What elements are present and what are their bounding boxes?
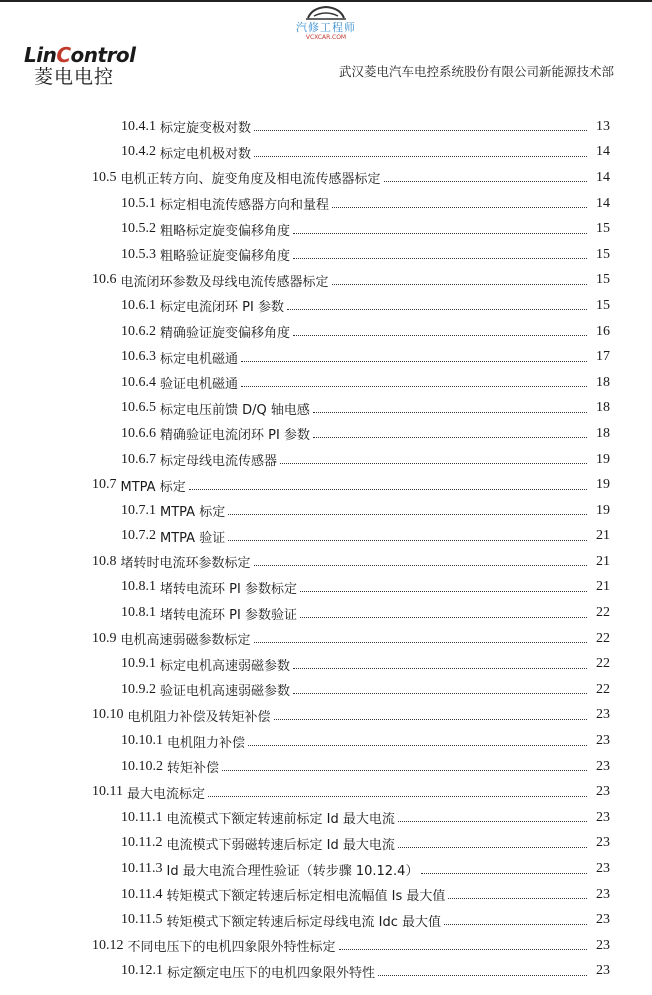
- toc-section-number: 10.6.1: [121, 297, 156, 313]
- toc-page-number: 23: [596, 733, 610, 749]
- toc-title: 精确验证旋变偏移角度: [160, 326, 291, 342]
- toc-leader-dots: [254, 565, 587, 566]
- toc-section-number: 10.5: [92, 169, 117, 185]
- toc-section-number: 10.9.2: [121, 681, 156, 697]
- company-logo: [24, 44, 154, 88]
- toc-entry[interactable]: [0, 498, 652, 524]
- toc-page-number: 21: [596, 553, 610, 569]
- toc-page-number: 22: [596, 656, 610, 672]
- toc-page-number: 18: [596, 400, 610, 416]
- toc-page-number: 14: [596, 144, 610, 160]
- toc-leader-dots: [228, 514, 587, 515]
- toc-title: MTPA 验证: [160, 530, 226, 546]
- toc-page-number: 23: [596, 758, 610, 774]
- toc-section-number: 10.5.2: [121, 221, 156, 237]
- toc-entry[interactable]: [0, 191, 652, 217]
- toc-title: 精确验证电流闭环 PI 参数: [160, 428, 310, 444]
- toc-leader-dots: [293, 258, 587, 259]
- toc-leader-dots: [274, 719, 587, 720]
- toc-page-number: 23: [596, 809, 610, 825]
- toc-section-number: 10.6.5: [121, 400, 156, 416]
- toc-entry[interactable]: [0, 703, 652, 729]
- toc-title: 标定母线电流传感器: [160, 454, 278, 470]
- header-rule: [0, 0, 652, 2]
- toc-leader-dots: [398, 821, 587, 822]
- toc-title: 标定电流闭环 PI 参数: [160, 300, 284, 316]
- toc-leader-dots: [189, 489, 587, 490]
- watermark-cn: 汽修工程师: [296, 21, 356, 34]
- toc-page-number: 22: [596, 605, 610, 621]
- toc-section-number: 10.11.5: [121, 912, 163, 928]
- toc-page-number: 23: [596, 937, 610, 953]
- logo-en: [24, 44, 154, 66]
- toc-leader-dots: [208, 796, 587, 797]
- toc-title: Id 最大电流合理性验证（转步骤 10.12.4）: [166, 863, 419, 879]
- toc-section-number: 10.11.3: [121, 861, 163, 877]
- toc-section-number: 10.5.1: [121, 195, 156, 211]
- toc-entry[interactable]: [0, 370, 652, 396]
- toc-title: 电机高速弱磁参数标定: [120, 633, 251, 649]
- toc-page-number: 23: [596, 861, 610, 877]
- toc-leader-dots: [332, 284, 587, 285]
- toc-leader-dots: [293, 233, 587, 234]
- toc-page-number: 22: [596, 630, 610, 646]
- toc-page-number: 23: [596, 912, 610, 928]
- toc-entry[interactable]: [0, 600, 652, 626]
- toc-entry[interactable]: [0, 293, 652, 319]
- toc-title: 堵转时电流环参数标定: [120, 556, 251, 572]
- toc-entry[interactable]: [0, 242, 652, 268]
- toc-title: 电流闭环参数及母线电流传感器标定: [120, 274, 329, 290]
- toc-section-number: 10.6.4: [121, 374, 156, 390]
- toc-entry[interactable]: [0, 140, 652, 166]
- toc-section-number: 10.12.1: [121, 963, 163, 979]
- logo-en-c: C: [56, 43, 71, 67]
- toc-leader-dots: [421, 873, 587, 874]
- toc-title: 转矩模式下额定转速后标定母线电流 Idc 最大值: [166, 914, 441, 930]
- toc-leader-dots: [241, 361, 587, 362]
- toc-page-number: 18: [596, 374, 610, 390]
- toc-page-number: 23: [596, 963, 610, 979]
- toc-page-number: 23: [596, 886, 610, 902]
- toc-leader-dots: [444, 924, 587, 925]
- toc-section-number: 10.4.1: [121, 118, 156, 134]
- toc-entry[interactable]: [0, 728, 652, 754]
- toc-entry[interactable]: [0, 677, 652, 703]
- watermark-en: VCXCAR.COM: [305, 34, 347, 41]
- toc-title: 验证电机磁通: [160, 377, 239, 393]
- toc-page-number: 15: [596, 272, 610, 288]
- toc-entry[interactable]: [0, 268, 652, 294]
- toc-entry[interactable]: [0, 651, 652, 677]
- toc-page-number: 19: [596, 502, 610, 518]
- toc-page-number: 15: [596, 297, 610, 313]
- toc-leader-dots: [293, 693, 587, 694]
- toc-section-number: 10.5.3: [121, 246, 156, 262]
- toc-leader-dots: [332, 207, 587, 208]
- logo-en-suffix: ontrol: [70, 43, 136, 67]
- toc-leader-dots: [222, 770, 587, 771]
- toc-page-number: 15: [596, 221, 610, 237]
- toc-section-number: 10.11.1: [121, 809, 163, 825]
- logo-en-prefix: Lin: [24, 43, 57, 67]
- toc-entry[interactable]: [0, 447, 652, 473]
- toc-page-number: 18: [596, 425, 610, 441]
- toc-title: 验证电机高速弱磁参数: [160, 684, 291, 700]
- toc-page-number: 23: [596, 835, 610, 851]
- toc-title: 电流模式下额定转速前标定 Id 最大电流: [166, 812, 395, 828]
- toc-entry[interactable]: [0, 959, 652, 985]
- toc-leader-dots: [313, 437, 587, 438]
- toc-entry[interactable]: [0, 472, 652, 498]
- toc-title: 转矩补偿: [167, 761, 220, 777]
- toc-section-number: 10.10: [92, 707, 124, 723]
- toc-entry[interactable]: [0, 165, 652, 191]
- toc-leader-dots: [448, 898, 587, 899]
- toc-title: 粗略验证旋变偏移角度: [160, 249, 291, 265]
- toc-title: 转矩模式下额定转速后标定相电流幅值 Is 最大值: [166, 889, 446, 905]
- toc-entry[interactable]: [0, 626, 652, 652]
- toc-leader-dots: [241, 386, 587, 387]
- toc-section-number: 10.9: [92, 630, 117, 646]
- toc-leader-dots: [300, 591, 587, 592]
- toc-section-number: 10.8.1: [121, 579, 156, 595]
- toc-section-number: 10.10.2: [121, 758, 163, 774]
- toc-title: 标定旋变极对数: [160, 121, 252, 137]
- toc-page-number: 22: [596, 681, 610, 697]
- toc-leader-dots: [378, 975, 587, 976]
- toc-page-number: 16: [596, 323, 610, 339]
- toc-page-number: 14: [596, 195, 610, 211]
- toc-leader-dots: [384, 181, 587, 182]
- toc-leader-dots: [280, 463, 587, 464]
- toc-entry[interactable]: [0, 856, 652, 882]
- logo-cn: 菱电电控: [34, 66, 115, 88]
- toc-section-number: 10.9.1: [121, 656, 156, 672]
- toc-page-number: 19: [596, 477, 610, 493]
- watermark-logo: [278, 4, 374, 44]
- toc-entry[interactable]: [0, 882, 652, 908]
- toc-title: 堵转电流环 PI 参数验证: [160, 607, 297, 623]
- toc-section-number: 10.8: [92, 553, 117, 569]
- toc-title: 电机阻力补偿及转矩补偿: [127, 709, 271, 725]
- toc-title: MTPA 标定: [160, 505, 226, 521]
- toc-leader-dots: [287, 309, 587, 310]
- toc-section-number: 10.11: [92, 784, 123, 800]
- toc-section-number: 10.8.1: [121, 605, 156, 621]
- toc-leader-dots: [254, 130, 587, 131]
- toc-entry[interactable]: [0, 396, 652, 422]
- toc-page-number: 21: [596, 579, 610, 595]
- toc-section-number: 10.6.6: [121, 425, 156, 441]
- toc-title: MTPA 标定: [120, 479, 186, 495]
- company-name: 武汉菱电汽车电控系统股份有限公司新能源技术部: [338, 64, 614, 79]
- car-icon: [304, 4, 348, 22]
- toc-leader-dots: [313, 412, 587, 413]
- table-of-contents: [0, 114, 652, 984]
- toc-title: 标定电压前馈 D/Q 轴电感: [160, 402, 310, 418]
- toc-title: 标定电机高速弱磁参数: [160, 658, 291, 674]
- toc-section-number: 10.4.2: [121, 144, 156, 160]
- toc-entry[interactable]: [0, 216, 652, 242]
- toc-title: 粗略标定旋变偏移角度: [160, 223, 291, 239]
- toc-page-number: 15: [596, 246, 610, 262]
- toc-page-number: 13: [596, 118, 610, 134]
- toc-title: 不同电压下的电机四象限外特性标定: [127, 940, 336, 956]
- toc-leader-dots: [254, 642, 587, 643]
- toc-leader-dots: [339, 949, 587, 950]
- toc-section-number: 10.11.4: [121, 886, 163, 902]
- toc-entry[interactable]: [0, 754, 652, 780]
- toc-page-number: 14: [596, 169, 610, 185]
- toc-leader-dots: [254, 156, 587, 157]
- toc-section-number: 10.6.2: [121, 323, 156, 339]
- toc-entry[interactable]: [0, 114, 652, 140]
- toc-entry[interactable]: [0, 344, 652, 370]
- toc-title: 标定电机极对数: [160, 146, 252, 162]
- toc-title: 电机正转方向、旋变角度及相电流传感器标定: [120, 172, 381, 188]
- toc-section-number: 10.6.3: [121, 349, 156, 365]
- toc-leader-dots: [300, 617, 587, 618]
- toc-title: 最大电流标定: [126, 786, 205, 802]
- toc-title: 标定电机磁通: [160, 351, 239, 367]
- toc-title: 电机阻力补偿: [167, 735, 246, 751]
- toc-entry[interactable]: [0, 421, 652, 447]
- toc-leader-dots: [248, 745, 587, 746]
- toc-entry[interactable]: [0, 319, 652, 345]
- toc-leader-dots: [398, 847, 587, 848]
- toc-leader-dots: [293, 335, 587, 336]
- toc-page-number: 19: [596, 451, 610, 467]
- toc-title: 电流模式下弱磁转速后标定 Id 最大电流: [166, 837, 395, 853]
- toc-entry[interactable]: [0, 549, 652, 575]
- toc-entry[interactable]: [0, 933, 652, 959]
- toc-title: 标定相电流传感器方向和量程: [160, 198, 330, 214]
- toc-section-number: 10.7.2: [121, 528, 156, 544]
- toc-entry[interactable]: [0, 831, 652, 857]
- toc-page-number: 17: [596, 349, 610, 365]
- toc-page-number: 23: [596, 707, 610, 723]
- toc-section-number: 10.12: [92, 937, 124, 953]
- toc-section-number: 10.10.1: [121, 733, 163, 749]
- toc-title: 标定额定电压下的电机四象限外特性: [167, 965, 376, 981]
- toc-entry[interactable]: [0, 575, 652, 601]
- toc-section-number: 10.7.1: [121, 502, 156, 518]
- toc-section-number: 10.6: [92, 272, 117, 288]
- toc-leader-dots: [228, 540, 587, 541]
- toc-entry[interactable]: [0, 805, 652, 831]
- toc-entry[interactable]: [0, 524, 652, 550]
- toc-page-number: 23: [596, 784, 610, 800]
- toc-section-number: 10.7: [92, 477, 117, 493]
- toc-leader-dots: [293, 668, 587, 669]
- toc-entry[interactable]: [0, 779, 652, 805]
- toc-title: 堵转电流环 PI 参数标定: [160, 581, 297, 597]
- toc-section-number: 10.6.7: [121, 451, 156, 467]
- toc-entry[interactable]: [0, 907, 652, 933]
- toc-page-number: 21: [596, 528, 610, 544]
- toc-section-number: 10.11.2: [121, 835, 163, 851]
